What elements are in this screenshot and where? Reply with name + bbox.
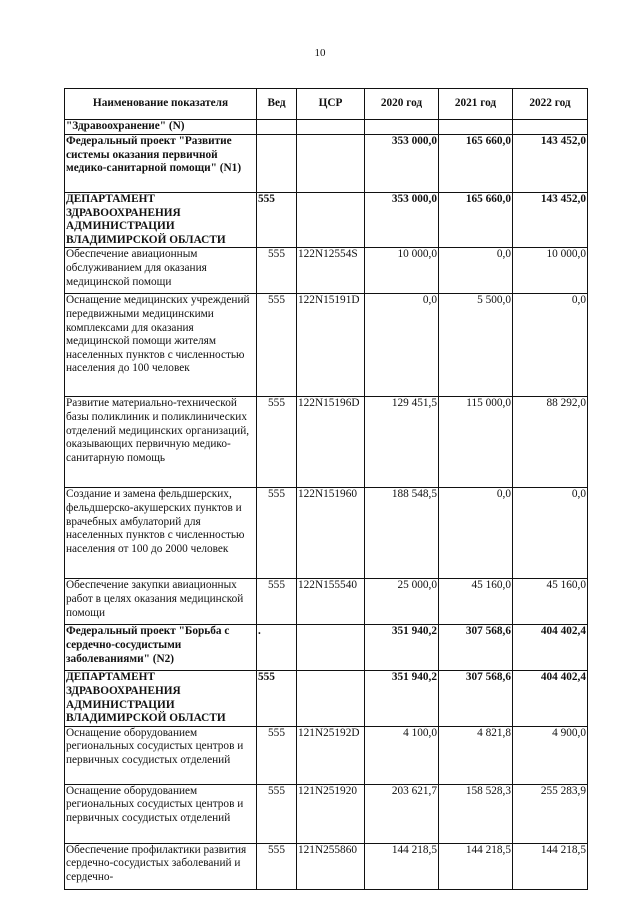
table-row — [65, 784, 588, 843]
row-ved: 555 — [257, 488, 297, 579]
row-2020: 4 100,0 — [365, 726, 439, 784]
row-2021: 158 528,3 — [439, 784, 513, 843]
header-name: Наименование показателя — [65, 89, 257, 120]
table-header-row — [65, 89, 588, 120]
table-row — [65, 726, 588, 784]
row-ved: 555 — [257, 843, 297, 889]
row-2020: 129 451,5 — [365, 397, 439, 488]
row-csr — [297, 193, 365, 248]
row-ved: 555 — [257, 397, 297, 488]
row-csr: 121N251920 — [297, 784, 365, 843]
row-csr: 122N151960 — [297, 488, 365, 579]
row-name: Оснащение оборудованием региональных сосудистых центров и первичных сосудистых отделений — [65, 784, 257, 843]
row-2020: 353 000,0 — [365, 193, 439, 248]
row-name: Оснащение медицинских учреждений передвижными медицинскими комплексами для оказания медицинской помощи жителям населенных пунктов с численностью населения до 100 человек — [65, 294, 257, 397]
row-2020: 351 940,2 — [365, 671, 439, 726]
row-2021: 115 000,0 — [439, 397, 513, 488]
row-2021: 4 821,8 — [439, 726, 513, 784]
row-name: Обеспечение профилактики развития сердечно-сосудистых заболеваний и сердечно- — [65, 843, 257, 889]
row-csr — [297, 625, 365, 671]
page-number: 10 — [314, 47, 326, 59]
row-2022: 404 402,4 — [513, 671, 588, 726]
row-csr: 122N15191D — [297, 294, 365, 397]
row-ved — [257, 135, 297, 193]
row-2021: 307 568,6 — [439, 625, 513, 671]
header-csr: ЦСР — [297, 89, 365, 120]
budget-table — [64, 88, 588, 890]
row-name: ДЕПАРТАМЕНТ ЗДРАВООХРАНЕНИЯ АДМИНИСТРАЦИИ ВЛАДИМИРСКОЙ ОБЛАСТИ — [65, 193, 257, 248]
row-name: Создание и замена фельдшерских, фельдшерско-акушерских пунктов и врачебных амбулаторий для населенных пунктов с численностью населения от 100 до 2000 человек — [65, 488, 257, 579]
row-2020: 0,0 — [365, 294, 439, 397]
row-csr: 122N15196D — [297, 397, 365, 488]
row-csr: 122N12554S — [297, 248, 365, 294]
row-name: Обеспечение авиационным обслуживанием для оказания медицинской помощи — [65, 248, 257, 294]
row-csr — [297, 120, 365, 135]
table-row — [65, 843, 588, 889]
row-ved — [257, 120, 297, 135]
row-name: "Здравоохранение" (N) — [65, 120, 257, 135]
row-csr: 122N155540 — [297, 579, 365, 625]
header-2021: 2021 год — [439, 89, 513, 120]
row-2021: 0,0 — [439, 488, 513, 579]
row-ved: 555 — [257, 294, 297, 397]
row-2022: 0,0 — [513, 294, 588, 397]
row-ved: 555 — [257, 784, 297, 843]
row-2022: 144 218,5 — [513, 843, 588, 889]
row-2020: 203 621,7 — [365, 784, 439, 843]
row-2021 — [439, 120, 513, 135]
row-ved: 555 — [257, 248, 297, 294]
header-ved: Вед — [257, 89, 297, 120]
row-csr: 121N255860 — [297, 843, 365, 889]
row-2020: 353 000,0 — [365, 135, 439, 193]
row-ved: 555 — [257, 671, 297, 726]
row-ved: 555 — [257, 579, 297, 625]
row-2020: 351 940,2 — [365, 625, 439, 671]
row-2020: 10 000,0 — [365, 248, 439, 294]
row-name: Федеральный проект "Развитие системы оказания первичной медико-санитарной помощи" (N1) — [65, 135, 257, 193]
table-row — [65, 135, 588, 193]
row-2020: 188 548,5 — [365, 488, 439, 579]
row-2022: 404 402,4 — [513, 625, 588, 671]
row-2020: 25 000,0 — [365, 579, 439, 625]
row-2022: 0,0 — [513, 488, 588, 579]
row-2022: 143 452,0 — [513, 193, 588, 248]
table-row — [65, 625, 588, 671]
table-row — [65, 193, 588, 248]
table-row — [65, 488, 588, 579]
row-2022: 255 283,9 — [513, 784, 588, 843]
header-2022: 2022 год — [513, 89, 588, 120]
header-2020: 2020 год — [365, 89, 439, 120]
row-2021: 0,0 — [439, 248, 513, 294]
row-ved: 555 — [257, 193, 297, 248]
row-2022: 4 900,0 — [513, 726, 588, 784]
row-2021: 144 218,5 — [439, 843, 513, 889]
table-row — [65, 294, 588, 397]
row-2022: 10 000,0 — [513, 248, 588, 294]
table-row — [65, 671, 588, 726]
row-2021: 5 500,0 — [439, 294, 513, 397]
row-2022: 88 292,0 — [513, 397, 588, 488]
row-2020: 144 218,5 — [365, 843, 439, 889]
table-row — [65, 579, 588, 625]
row-csr — [297, 671, 365, 726]
row-2022 — [513, 120, 588, 135]
row-2021: 165 660,0 — [439, 135, 513, 193]
table-row — [65, 397, 588, 488]
table-row — [65, 248, 588, 294]
row-2021: 165 660,0 — [439, 193, 513, 248]
row-name: Федеральный проект "Борьба с сердечно-сосудистыми заболеваниями" (N2) — [65, 625, 257, 671]
row-2022: 45 160,0 — [513, 579, 588, 625]
row-ved: . — [257, 625, 297, 671]
row-ved: 555 — [257, 726, 297, 784]
row-csr: 121N25192D — [297, 726, 365, 784]
row-2020 — [365, 120, 439, 135]
row-name: Оснащение оборудованием региональных сосудистых центров и первичных сосудистых отделений — [65, 726, 257, 784]
row-2021: 307 568,6 — [439, 671, 513, 726]
row-2021: 45 160,0 — [439, 579, 513, 625]
row-name: Обеспечение закупки авиационных работ в целях оказания медицинской помощи — [65, 579, 257, 625]
table-row — [65, 120, 588, 135]
row-name: Развитие материально-технической базы поликлиник и поликлинических отделений медицинских организаций, оказывающих первичную медико-санитарную помощь — [65, 397, 257, 488]
row-csr — [297, 135, 365, 193]
row-name: ДЕПАРТАМЕНТ ЗДРАВООХРАНЕНИЯ АДМИНИСТРАЦИИ ВЛАДИМИРСКОЙ ОБЛАСТИ — [65, 671, 257, 726]
row-2022: 143 452,0 — [513, 135, 588, 193]
